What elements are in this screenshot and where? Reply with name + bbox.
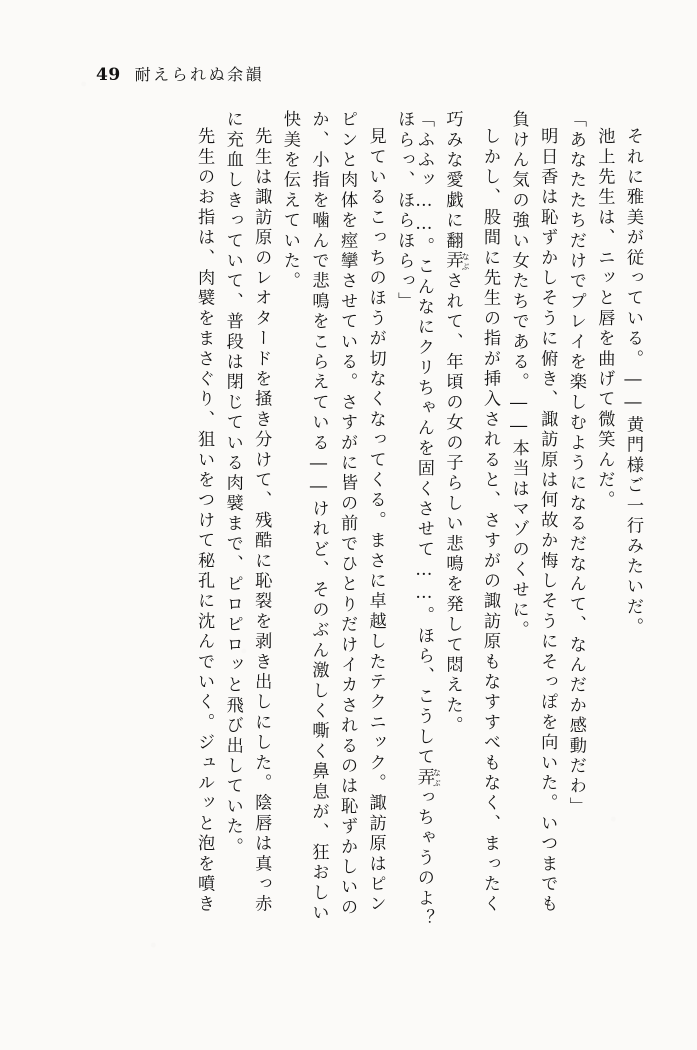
text-line: 見ているこっちのほうが切なくなってくる。まさに卓越したテクニック。諏訪原はピン	[365, 127, 386, 915]
vertical-text-body	[66, 110, 641, 1000]
text-line: 巧みな愛戯に翻弄なぶされて、年頃の女の子らしい悲鳴を発して悶えた。	[442, 110, 470, 737]
text-line: 先生は諏訪原のレオタードを掻き分けて、残酷に恥裂を剥き出しにした。陰唇は真っ赤	[251, 127, 272, 915]
text-line: 快美を伝えていた。	[279, 110, 300, 292]
text-line: 「あなたたちだけでプレイを楽しむようになるだなんて、なんだか感動だわ」	[565, 110, 586, 817]
running-title: 耐えられぬ余韻	[134, 65, 265, 84]
text-line: か、小指を噛んで悲鳴をこらえている――けれど、そのぶん激しく嘶く鼻息が、狂おしい	[308, 110, 329, 924]
text-line: 先生のお指は、肉襞をまさぐり、狙いをつけて秘孔に沈んでいく。ジュルッと泡を噴き	[194, 127, 215, 915]
text-line: 「ふふッ……。こんなにクリちゃんを固くさせて……。ほら、こうして弄なぶっちゃうのよ？	[413, 110, 442, 930]
text-line: 負けん気の強い女たちである。――本当はマゾのくせに。	[508, 110, 529, 641]
page-header	[96, 62, 264, 85]
text-line: 池上先生は、ニッと唇を曲げて微笑んだ。	[594, 127, 615, 511]
text-line: ほらっ、ほらほらっ」	[394, 110, 415, 312]
text-line: それに雅美が従っている。――黄門様ご一行みたいだ。	[623, 127, 643, 638]
text-line: 明日香は恥ずかしそうに俯き、諏訪原は何故か悔しそうにそっぽを向いた。いつまでも	[537, 127, 558, 915]
text-line: に充血しきっていて、普段は閉じている肉襞まで、ピロピロッと飛び出していた。	[222, 110, 243, 858]
page-number: 49	[96, 65, 121, 85]
text-line: ピンと肉体を痙攣させている。さすがに皆の前でひとりだけイカされるのは恥ずかしいの	[337, 110, 358, 918]
text-line: しかし、股間に先生の指が挿入されると、さすがの諏訪原もなすすべもなく、まったく	[480, 127, 501, 915]
